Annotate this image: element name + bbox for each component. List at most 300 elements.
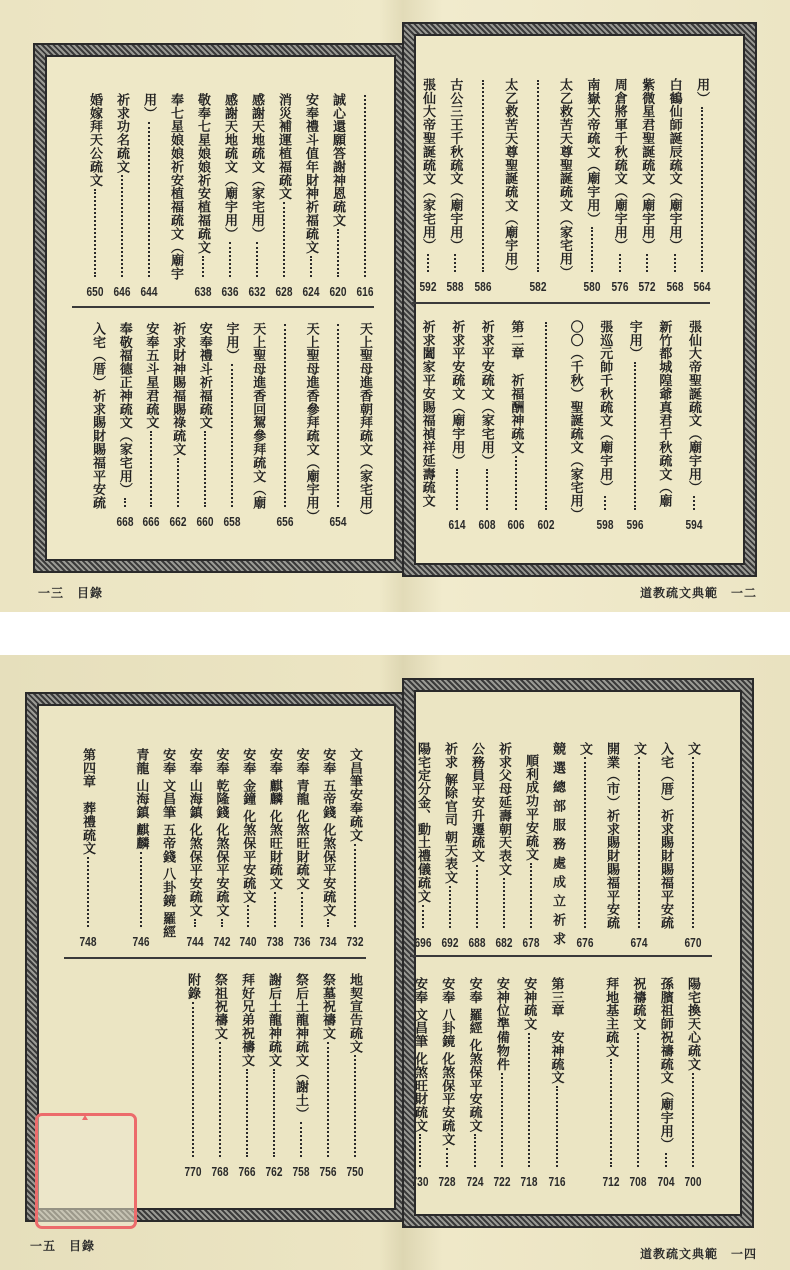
dotted-leader: [121, 175, 123, 277]
toc-page-number: 682: [495, 935, 513, 950]
toc-entry-title: 用）: [695, 78, 710, 105]
toc-entry[interactable]: [275, 93, 293, 299]
toc-entry-title: 安奉禮斗值年財神祈福疏文: [304, 93, 319, 254]
toc-page-number: 730: [411, 1174, 429, 1189]
toc-entry-title: 南嶽大帝疏文（廟宇用）: [585, 78, 601, 226]
dotted-leader: [692, 757, 694, 928]
dotted-leader: [476, 865, 478, 928]
dotted-leader: [192, 1002, 194, 1157]
toc-entry-title: 附錄: [186, 973, 201, 1000]
toc-entry-title: 安奉五斗星君疏文: [144, 322, 160, 430]
toc-entry-title: 〇〇（千秋）聖誕疏文（家宅用）: [568, 320, 584, 521]
toc-entry[interactable]: [611, 78, 629, 294]
toc-entry-title: 奉敬福德正神疏文（家宅用）: [117, 322, 133, 497]
toc-page-number: 646: [113, 284, 131, 299]
dotted-leader: [148, 122, 150, 277]
toc-entry-title: 消災補運植福疏文: [277, 93, 292, 201]
tier-divider-line: [72, 306, 374, 308]
toc-entry[interactable]: [213, 748, 231, 949]
dotted-leader: [337, 324, 339, 507]
toc-entry-title: 太乙救苦天尊聖誕疏文（家宅用）: [558, 78, 573, 279]
toc-entry-title: 天上聖母進香參拜疏文（廟宇用）: [304, 322, 320, 523]
toc-entry[interactable]: [113, 93, 131, 299]
toc-entry-title: 安奉禮斗祈福疏文: [197, 322, 213, 430]
toc-page-number: 704: [657, 1174, 675, 1189]
toc-entry-title: 拜好兄弟祝禱文: [240, 973, 255, 1067]
toc-entry[interactable]: [446, 78, 464, 294]
dotted-leader: [427, 254, 429, 272]
page-footer-left: 一五 目錄: [30, 1239, 96, 1253]
toc-entry[interactable]: [603, 742, 621, 934]
dotted-leader: [273, 1069, 275, 1157]
toc-entry[interactable]: [495, 742, 513, 950]
toc-entry[interactable]: [537, 320, 555, 532]
toc-entry-title: 婚嫁拜天公疏文: [88, 93, 103, 187]
toc-page-number: 668: [116, 514, 134, 529]
toc-entry[interactable]: [657, 742, 675, 934]
toc-entry[interactable]: [596, 320, 614, 532]
toc-entry[interactable]: [356, 93, 374, 299]
toc-entry-title: 祈求功名疏文: [115, 93, 130, 174]
dotted-leader: [545, 322, 547, 510]
toc-page-number: 708: [629, 1174, 647, 1189]
dotted-leader: [140, 852, 142, 927]
toc-entry[interactable]: [602, 977, 620, 1189]
dotted-leader: [256, 242, 258, 277]
toc-page-number: 756: [319, 1164, 337, 1179]
toc-entry[interactable]: [478, 320, 496, 532]
toc-page-number: 732: [346, 934, 364, 949]
toc-entry[interactable]: [556, 78, 574, 278]
toc-page-number: 576: [611, 279, 629, 294]
toc-entry[interactable]: [474, 78, 492, 294]
toc-page-number: 670: [684, 935, 702, 950]
toc-entry[interactable]: [507, 320, 525, 532]
caret-up-icon: [82, 1115, 88, 1120]
page-footer-left: 一三 目錄: [38, 586, 104, 600]
dotted-leader: [337, 229, 339, 277]
toc-page-number: 718: [520, 1174, 538, 1189]
toc-page-number: 608: [478, 517, 496, 532]
toc-entry[interactable]: [414, 742, 432, 950]
toc-entry-title: 文昌筆安奉疏文: [348, 748, 363, 842]
toc-page-number: 606: [507, 517, 525, 532]
dotted-leader: [610, 1059, 612, 1167]
toc-entry[interactable]: [356, 322, 374, 523]
toc-entry[interactable]: [657, 977, 675, 1189]
toc-entry-title: 張仙大帝聖誕疏文（廟宇用）: [687, 320, 702, 495]
toc-entry[interactable]: [302, 93, 320, 299]
toc-entry-title: 祈求平安疏文（家宅用）: [479, 320, 495, 468]
toc-page-number: 766: [238, 1164, 256, 1179]
toc-entry-title: 開業（市）祈求賜財賜福平安疏: [605, 742, 620, 930]
dotted-leader: [150, 431, 152, 507]
toc-entry-title: 安奉 乾隆錢 化煞保平安疏文: [214, 748, 230, 917]
toc-entry[interactable]: [293, 748, 311, 949]
dotted-leader: [646, 254, 648, 272]
toc-entry[interactable]: [693, 78, 711, 294]
toc-entry[interactable]: [248, 93, 266, 299]
toc-entry-title: 天上聖母進香朝拜疏文（家宅用）: [358, 322, 373, 523]
toc-entry[interactable]: [329, 93, 347, 299]
toc-page-number: 650: [86, 284, 104, 299]
tier-divider-line: [412, 302, 710, 304]
toc-entry[interactable]: [132, 748, 150, 949]
dotted-leader: [637, 1033, 639, 1167]
dotted-leader: [604, 496, 606, 510]
toc-entry[interactable]: [549, 742, 567, 951]
toc-entry-title: 地契宣告疏文: [348, 973, 363, 1054]
toc-entry[interactable]: [196, 322, 214, 529]
toc-entry-title: 奉七星娘娘祈安植福疏文（廟宇: [169, 93, 184, 281]
toc-page-number: 624: [302, 284, 320, 299]
toc-entry-title: 入宅（厝）祈求賜財賜福平安疏: [91, 322, 106, 510]
toc-entry[interactable]: [142, 322, 160, 529]
dotted-leader: [474, 1134, 476, 1167]
toc-entry[interactable]: [303, 322, 321, 523]
dotted-leader: [221, 919, 223, 927]
toc-entry[interactable]: [684, 977, 702, 1189]
dotted-leader: [274, 892, 276, 927]
toc-entry[interactable]: [292, 973, 310, 1179]
toc-entry-title: 古公三王千秋疏文（廟宇用）: [448, 78, 464, 253]
dotted-leader: [219, 1042, 221, 1157]
toc-entry[interactable]: [276, 322, 294, 529]
toc-entry[interactable]: [466, 977, 484, 1189]
toc-page-number: 676: [576, 935, 594, 950]
toc-page-number: 598: [596, 517, 614, 532]
toc-entry[interactable]: [501, 78, 519, 278]
toc-page-number: 588: [446, 279, 464, 294]
toc-entry-title: 安奉 八卦鏡 化煞保平安疏文: [440, 977, 456, 1146]
toc-page-number: 724: [466, 1174, 484, 1189]
dotted-leader: [202, 256, 204, 277]
toc-entry[interactable]: [238, 973, 256, 1179]
toc-page-number: 700: [684, 1174, 702, 1189]
page-footer-right: 道教疏文典範 一四: [639, 1247, 757, 1261]
toc-entry-title: 祈求父母延壽朝天表文: [497, 742, 512, 876]
toc-entry[interactable]: [159, 748, 177, 939]
tier-divider-line: [410, 955, 712, 957]
toc-entry[interactable]: [329, 322, 347, 529]
toc-page-number: 658: [223, 514, 240, 529]
toc-entry[interactable]: [194, 93, 212, 299]
toc-entry-title: 謝后土龍神疏文: [267, 973, 282, 1067]
toc-page-number: 762: [265, 1164, 283, 1179]
toc-page-number: 662: [169, 514, 187, 529]
toc-page-number: 592: [419, 279, 437, 294]
toc-entry[interactable]: [167, 93, 185, 283]
dotted-leader: [634, 362, 636, 510]
toc-page-number: 602: [537, 517, 555, 532]
toc-entry[interactable]: [411, 977, 429, 1189]
dotted-leader: [528, 1033, 530, 1167]
dotted-leader: [327, 919, 329, 927]
dotted-leader: [419, 1134, 421, 1167]
dotted-leader: [301, 892, 303, 927]
dotted-leader: [283, 202, 285, 277]
dotted-leader: [515, 456, 517, 510]
toc-entry[interactable]: [529, 78, 547, 294]
toc-entry[interactable]: [346, 973, 364, 1179]
toc-page-number: 758: [292, 1164, 310, 1179]
toc-entry-title: 文: [686, 742, 701, 756]
selection-highlight-box[interactable]: [35, 1113, 137, 1229]
toc-entry-title: 青龍 山海鎮 麒麟: [134, 748, 150, 850]
toc-entry[interactable]: [520, 977, 538, 1189]
dotted-leader: [701, 107, 703, 272]
toc-page-number: 636: [221, 284, 239, 299]
toc-page-number: 678: [522, 935, 540, 950]
toc-entry[interactable]: [223, 322, 241, 529]
dotted-leader: [530, 863, 532, 928]
toc-page-number: 740: [239, 934, 257, 949]
toc-entry-title: 第四章 葬禮疏文: [81, 748, 96, 856]
dotted-leader: [94, 189, 96, 277]
toc-entry-title: 宇用）: [224, 322, 240, 363]
toc-entry-title: 第三章 安神疏文: [549, 977, 565, 1085]
toc-entry-title: 張巡元帥千秋疏文（廟宇用）: [598, 320, 614, 495]
toc-page-number: 692: [441, 935, 459, 950]
toc-page-number: 734: [319, 934, 337, 949]
toc-entry[interactable]: [221, 93, 239, 299]
toc-entry[interactable]: [493, 977, 511, 1189]
dotted-leader: [246, 1069, 248, 1157]
toc-entry-title: 文: [578, 742, 593, 756]
toc-page-number: 770: [184, 1164, 202, 1179]
toc-entry[interactable]: [319, 973, 337, 1179]
dotted-leader: [87, 857, 89, 927]
dotted-leader: [327, 1042, 329, 1157]
toc-entry[interactable]: [211, 973, 229, 1179]
page-footer-right: 道教疏文典範 一二: [639, 586, 757, 600]
toc-page-number: 616: [356, 284, 374, 299]
toc-entry-title: 感謝天地疏文（廟宇用）: [223, 93, 238, 241]
toc-entry[interactable]: [583, 78, 601, 294]
toc-entry[interactable]: [548, 977, 566, 1189]
toc-page-number: 748: [79, 934, 97, 949]
toc-entry[interactable]: [638, 78, 656, 294]
toc-page-number: 666: [142, 514, 160, 529]
toc-entry[interactable]: [576, 742, 594, 950]
toc-entry[interactable]: [629, 977, 647, 1189]
toc-entry-title: 安奉 麒麟 化煞旺財疏文: [267, 748, 283, 891]
toc-entry[interactable]: [86, 93, 104, 299]
toc-entry[interactable]: [116, 322, 134, 529]
toc-page-number: 722: [493, 1174, 511, 1189]
toc-entry[interactable]: [666, 78, 684, 294]
toc-page-number: 736: [293, 934, 311, 949]
toc-entry-title: 紫微星君聖誕疏文（廟宇用）: [640, 78, 656, 253]
toc-page-number: 582: [529, 279, 547, 294]
dotted-leader: [310, 256, 312, 277]
toc-page-number: 654: [329, 514, 347, 529]
toc-page-number: 628: [275, 284, 293, 299]
toc-page-number: 744: [186, 934, 204, 949]
toc-entry[interactable]: [186, 748, 204, 949]
toc-entry[interactable]: [89, 322, 107, 513]
dotted-leader: [247, 905, 249, 927]
toc-entry-title: 新竹都城隍爺真君千秋疏文（廟: [657, 320, 673, 508]
toc-entry[interactable]: [319, 748, 337, 949]
toc-entry-title: 祈求 解除官司 朝天表文: [443, 742, 458, 885]
toc-page-number: 614: [448, 517, 466, 532]
dotted-leader: [537, 80, 539, 272]
toc-entry-title: 天上聖母進香回駕參拜疏文（廟: [251, 322, 267, 510]
toc-entry-title: 孫臏祖師祝禱疏文（廟宇用）: [658, 977, 674, 1152]
toc-entry[interactable]: [169, 322, 187, 529]
tier-divider-line: [64, 957, 366, 959]
dotted-leader: [665, 1153, 667, 1167]
toc-entry[interactable]: [448, 320, 466, 532]
toc-entry-title: 安神位準備物件: [494, 977, 510, 1071]
toc-entry[interactable]: [346, 748, 364, 949]
dotted-leader: [556, 1086, 558, 1167]
toc-entry[interactable]: [626, 320, 644, 532]
toc-page-number: 564: [693, 279, 711, 294]
dotted-leader: [284, 324, 286, 507]
toc-page-number: 738: [266, 934, 284, 949]
toc-entry-title: 宇用）: [627, 320, 643, 361]
toc-entry[interactable]: [419, 320, 437, 516]
toc-entry[interactable]: [685, 320, 703, 532]
dotted-leader: [456, 469, 458, 510]
toc-entry-title: 祈求闔家平安賜福禎祥延壽疏文: [420, 320, 436, 508]
toc-page-number: 620: [329, 284, 347, 299]
toc-entry[interactable]: [630, 742, 648, 950]
toc-entry[interactable]: [249, 322, 267, 513]
toc-entry[interactable]: [184, 973, 202, 1179]
toc-entry[interactable]: [522, 754, 540, 950]
toc-entry-title: 祭后土龍神疏文（謝土）: [294, 973, 309, 1121]
toc-entry-title: 安奉 山海鎮 化煞保平安疏文: [187, 748, 203, 917]
toc-entry[interactable]: [468, 742, 486, 950]
toc-entry-title: 祭祖祝禱文: [213, 973, 228, 1040]
dotted-leader: [229, 242, 231, 277]
dotted-leader: [177, 458, 179, 507]
toc-entry-title: 入宅（厝）祈求賜財賜福平安疏: [659, 742, 674, 930]
toc-entry[interactable]: [265, 973, 283, 1179]
toc-page-number: 632: [248, 284, 266, 299]
dotted-leader: [486, 469, 488, 510]
dotted-leader: [124, 498, 126, 507]
toc-entry[interactable]: [441, 742, 459, 950]
toc-entry-title: 拜地基主疏文: [604, 977, 620, 1058]
dotted-leader: [591, 227, 593, 272]
toc-page-number: 746: [132, 934, 150, 949]
toc-entry-title: 用）: [142, 93, 157, 120]
toc-entry-title: 感謝天地疏文（家宅用）: [250, 93, 265, 241]
dotted-leader: [482, 80, 484, 272]
dotted-leader: [619, 254, 621, 272]
toc-page-number: 572: [638, 279, 656, 294]
dotted-leader: [204, 431, 206, 507]
toc-entry-title: 陽宅換天心疏文: [686, 977, 701, 1071]
toc-page-number: 568: [666, 279, 684, 294]
toc-entry-title: 公務員平安升遷疏文: [470, 742, 485, 863]
toc-entry-title: 安奉 五帝錢 化煞保平安疏文: [321, 748, 337, 917]
dotted-leader: [354, 1055, 356, 1157]
dotted-leader: [422, 905, 424, 928]
toc-blank-column: [575, 977, 593, 1173]
toc-page-number: 594: [685, 517, 703, 532]
toc-entry-title: 第二章 祈福酬神疏文: [509, 320, 525, 454]
dotted-leader: [231, 364, 233, 507]
toc-page-number: 586: [474, 279, 492, 294]
dotted-leader: [692, 1073, 694, 1167]
toc-page-number: 742: [213, 934, 230, 949]
toc-page-number: 656: [276, 514, 294, 529]
dotted-leader: [674, 254, 676, 272]
toc-page-number: 728: [438, 1174, 456, 1189]
toc-entry-title: 祝禱疏文: [631, 977, 647, 1031]
dotted-leader: [501, 1073, 503, 1167]
toc-entry-title: 祭墓祝禱文: [321, 973, 336, 1040]
toc-page-number: 712: [602, 1174, 620, 1189]
toc-page-number: 638: [194, 284, 212, 299]
toc-page-number: 580: [583, 279, 601, 294]
toc-entry-title: 競選總部服務處成立祈求: [551, 742, 566, 951]
toc-page-number: 688: [468, 935, 486, 950]
dotted-leader: [503, 878, 505, 928]
toc-page-number: 696: [414, 935, 432, 950]
toc-page-number: 596: [626, 517, 644, 532]
toc-entry-title: 祈求平安疏文（廟宇用）: [450, 320, 466, 468]
toc-page-number: 644: [140, 284, 158, 299]
toc-page-number: 660: [196, 514, 214, 529]
dotted-leader: [584, 757, 586, 928]
toc-entry-title: 太乙救苦天尊聖誕疏文（廟宇用）: [503, 78, 519, 279]
dotted-leader: [693, 496, 695, 510]
dotted-leader: [354, 844, 356, 927]
toc-entry-title: 安奉 羅經 化煞保平安疏文: [467, 977, 483, 1133]
dotted-leader: [446, 1148, 448, 1167]
book-spread-top: [0, 0, 790, 612]
toc-entry[interactable]: [684, 742, 702, 950]
toc-entry[interactable]: [239, 748, 257, 949]
toc-entry[interactable]: [655, 320, 673, 516]
toc-entry-title: 陽宅定分金、動土禮儀疏文: [416, 742, 431, 903]
toc-entry-title: 安奉 文昌筆 五帝錢 八卦鏡 羅經: [161, 748, 177, 939]
toc-entry[interactable]: [266, 748, 284, 949]
dotted-leader: [638, 757, 640, 928]
toc-entry-title: 順利成功平安疏文: [524, 754, 539, 862]
toc-entry[interactable]: [140, 93, 158, 299]
toc-entry[interactable]: [419, 78, 437, 294]
toc-entry[interactable]: [438, 977, 456, 1189]
toc-page-number: 750: [346, 1164, 364, 1179]
toc-entry[interactable]: [79, 748, 97, 949]
toc-entry-title: 白鶴仙師誕辰疏文（廟宇用）: [667, 78, 683, 253]
toc-page-number: 768: [211, 1164, 229, 1179]
dotted-leader: [300, 1122, 302, 1157]
toc-entry-title: 張仙大帝聖誕疏文（家宅用）: [421, 78, 436, 253]
toc-entry-title: 安奉 青龍 化煞旺財疏文: [294, 748, 310, 891]
toc-blank-column: [106, 748, 124, 933]
toc-entry-title: 安神疏文: [522, 977, 538, 1031]
toc-entry-title: 文: [632, 742, 647, 756]
dotted-leader: [449, 886, 451, 928]
toc-page-number: 716: [548, 1174, 565, 1189]
toc-entry-title: 祈求財神賜福賜祿疏文: [171, 322, 187, 456]
dotted-leader: [454, 254, 456, 272]
toc-page-number: 674: [630, 935, 648, 950]
dotted-leader: [194, 919, 196, 927]
toc-entry-title: 敬奉七星娘娘祈安植福疏文: [196, 93, 211, 254]
toc-entry-title: 安奉 文昌筆 化煞旺財疏文: [413, 977, 428, 1133]
toc-entry-title: 安奉 金鐘 化煞保平安疏文: [241, 748, 257, 904]
toc-entry[interactable]: [567, 320, 585, 521]
